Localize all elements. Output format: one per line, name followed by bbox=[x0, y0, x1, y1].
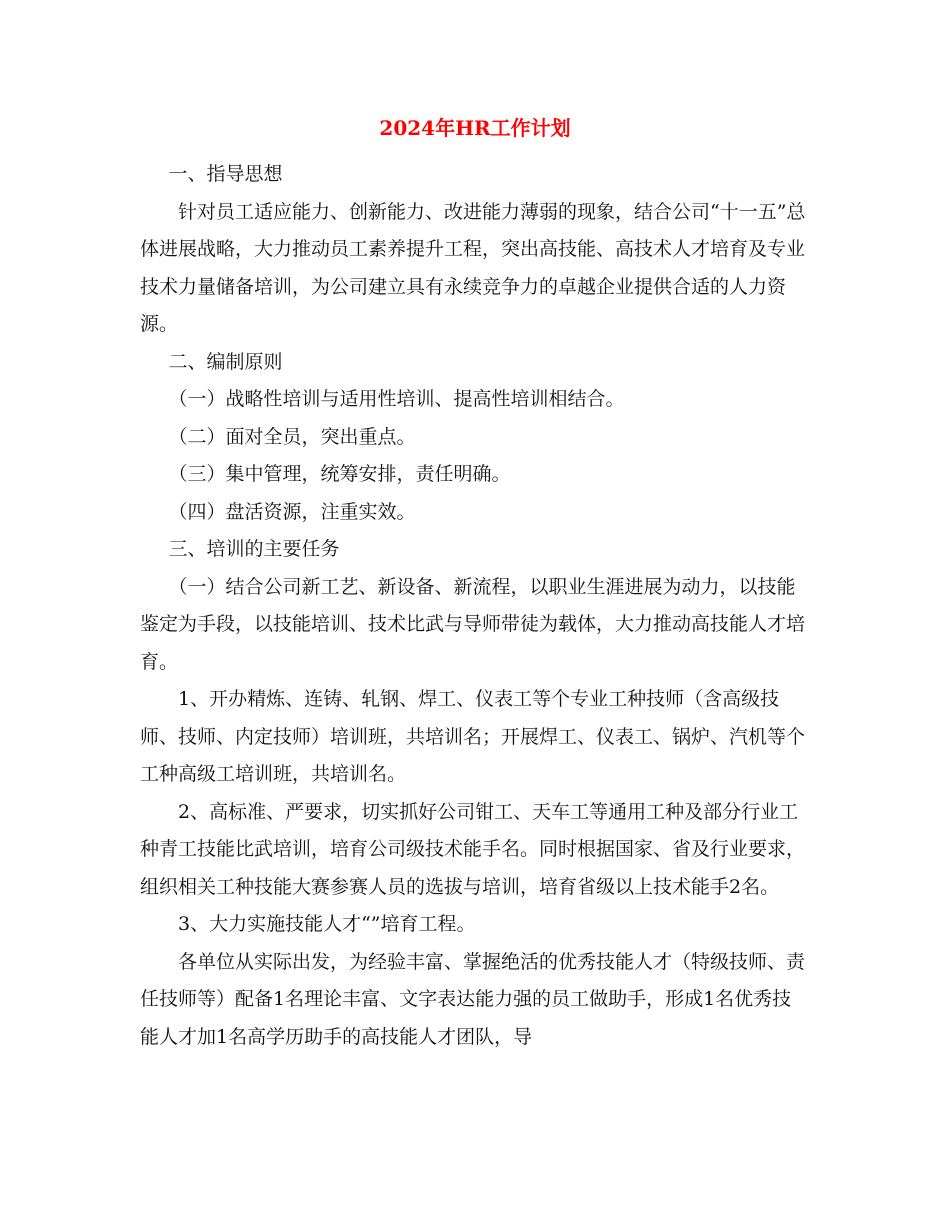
paragraph: 1、开办精炼、连铸、轧钢、焊工、仪表工等个专业工种技师（含高级技师、技师、内定技师）培训班，共培训名；开展焊工、仪表工、锅炉、汽机等个工种高级工培训班，共培训名。 bbox=[140, 688, 806, 785]
section-heading-guiding-thought: 一、指导思想 bbox=[168, 163, 283, 185]
document-body bbox=[140, 156, 810, 1056]
paragraph: （一）结合公司新工艺、新设备、新流程，以职业生涯进展为动力，以技能鉴定为手段，以技能培训、技术比武与导师带徒为载体，大力推动高技能人才培育。 bbox=[140, 575, 806, 673]
document-title: 2024年HR工作计划 bbox=[379, 116, 571, 140]
section-heading-principles: 二、编制原则 bbox=[168, 350, 283, 373]
paragraph: 2、高标准、严要求，切实抓好公司钳工、天车工等通用工种及部分行业工种青工技能比武培训，培育公司级技术能手名。同时根据国家、省及行业要求，组织相关工种技能大赛参赛人员的选拔与培训，培育省级以上技术能手2名。 bbox=[140, 800, 806, 898]
paragraph: 针对员工适应能力、创新能力、改进能力薄弱的现象，结合公司“十一五”总体进展战略，大力推动员工素养提升工程，突出高技能、高技术人才培育及专业技术力量储备培训，为公司建立具有永续竞争力的卓越企业提供合适的人力资源。 bbox=[140, 200, 806, 335]
paragraph: 各单位从实际出发，为经验丰富、掌握绝活的优秀技能人才（特级技师、责任技师等）配备1名理论丰富、文字表达能力强的员工做助手，形成1名优秀技能人才加1名高学历助手的高技能人才团队，导 bbox=[140, 950, 806, 1048]
list-item: （三）集中管理，统筹安排，责任明确。 bbox=[168, 463, 511, 485]
section-heading-main-tasks: 三、培训的主要任务 bbox=[168, 538, 340, 560]
paragraph: 3、大力实施技能人才“”培育工程。 bbox=[178, 913, 476, 935]
list-item: （一）战略性培训与适用性培训、提高性培训相结合。 bbox=[168, 388, 625, 410]
list-item: （二）面对全员，突出重点。 bbox=[168, 425, 416, 448]
list-item: （四）盘活资源，注重实效。 bbox=[168, 500, 416, 523]
